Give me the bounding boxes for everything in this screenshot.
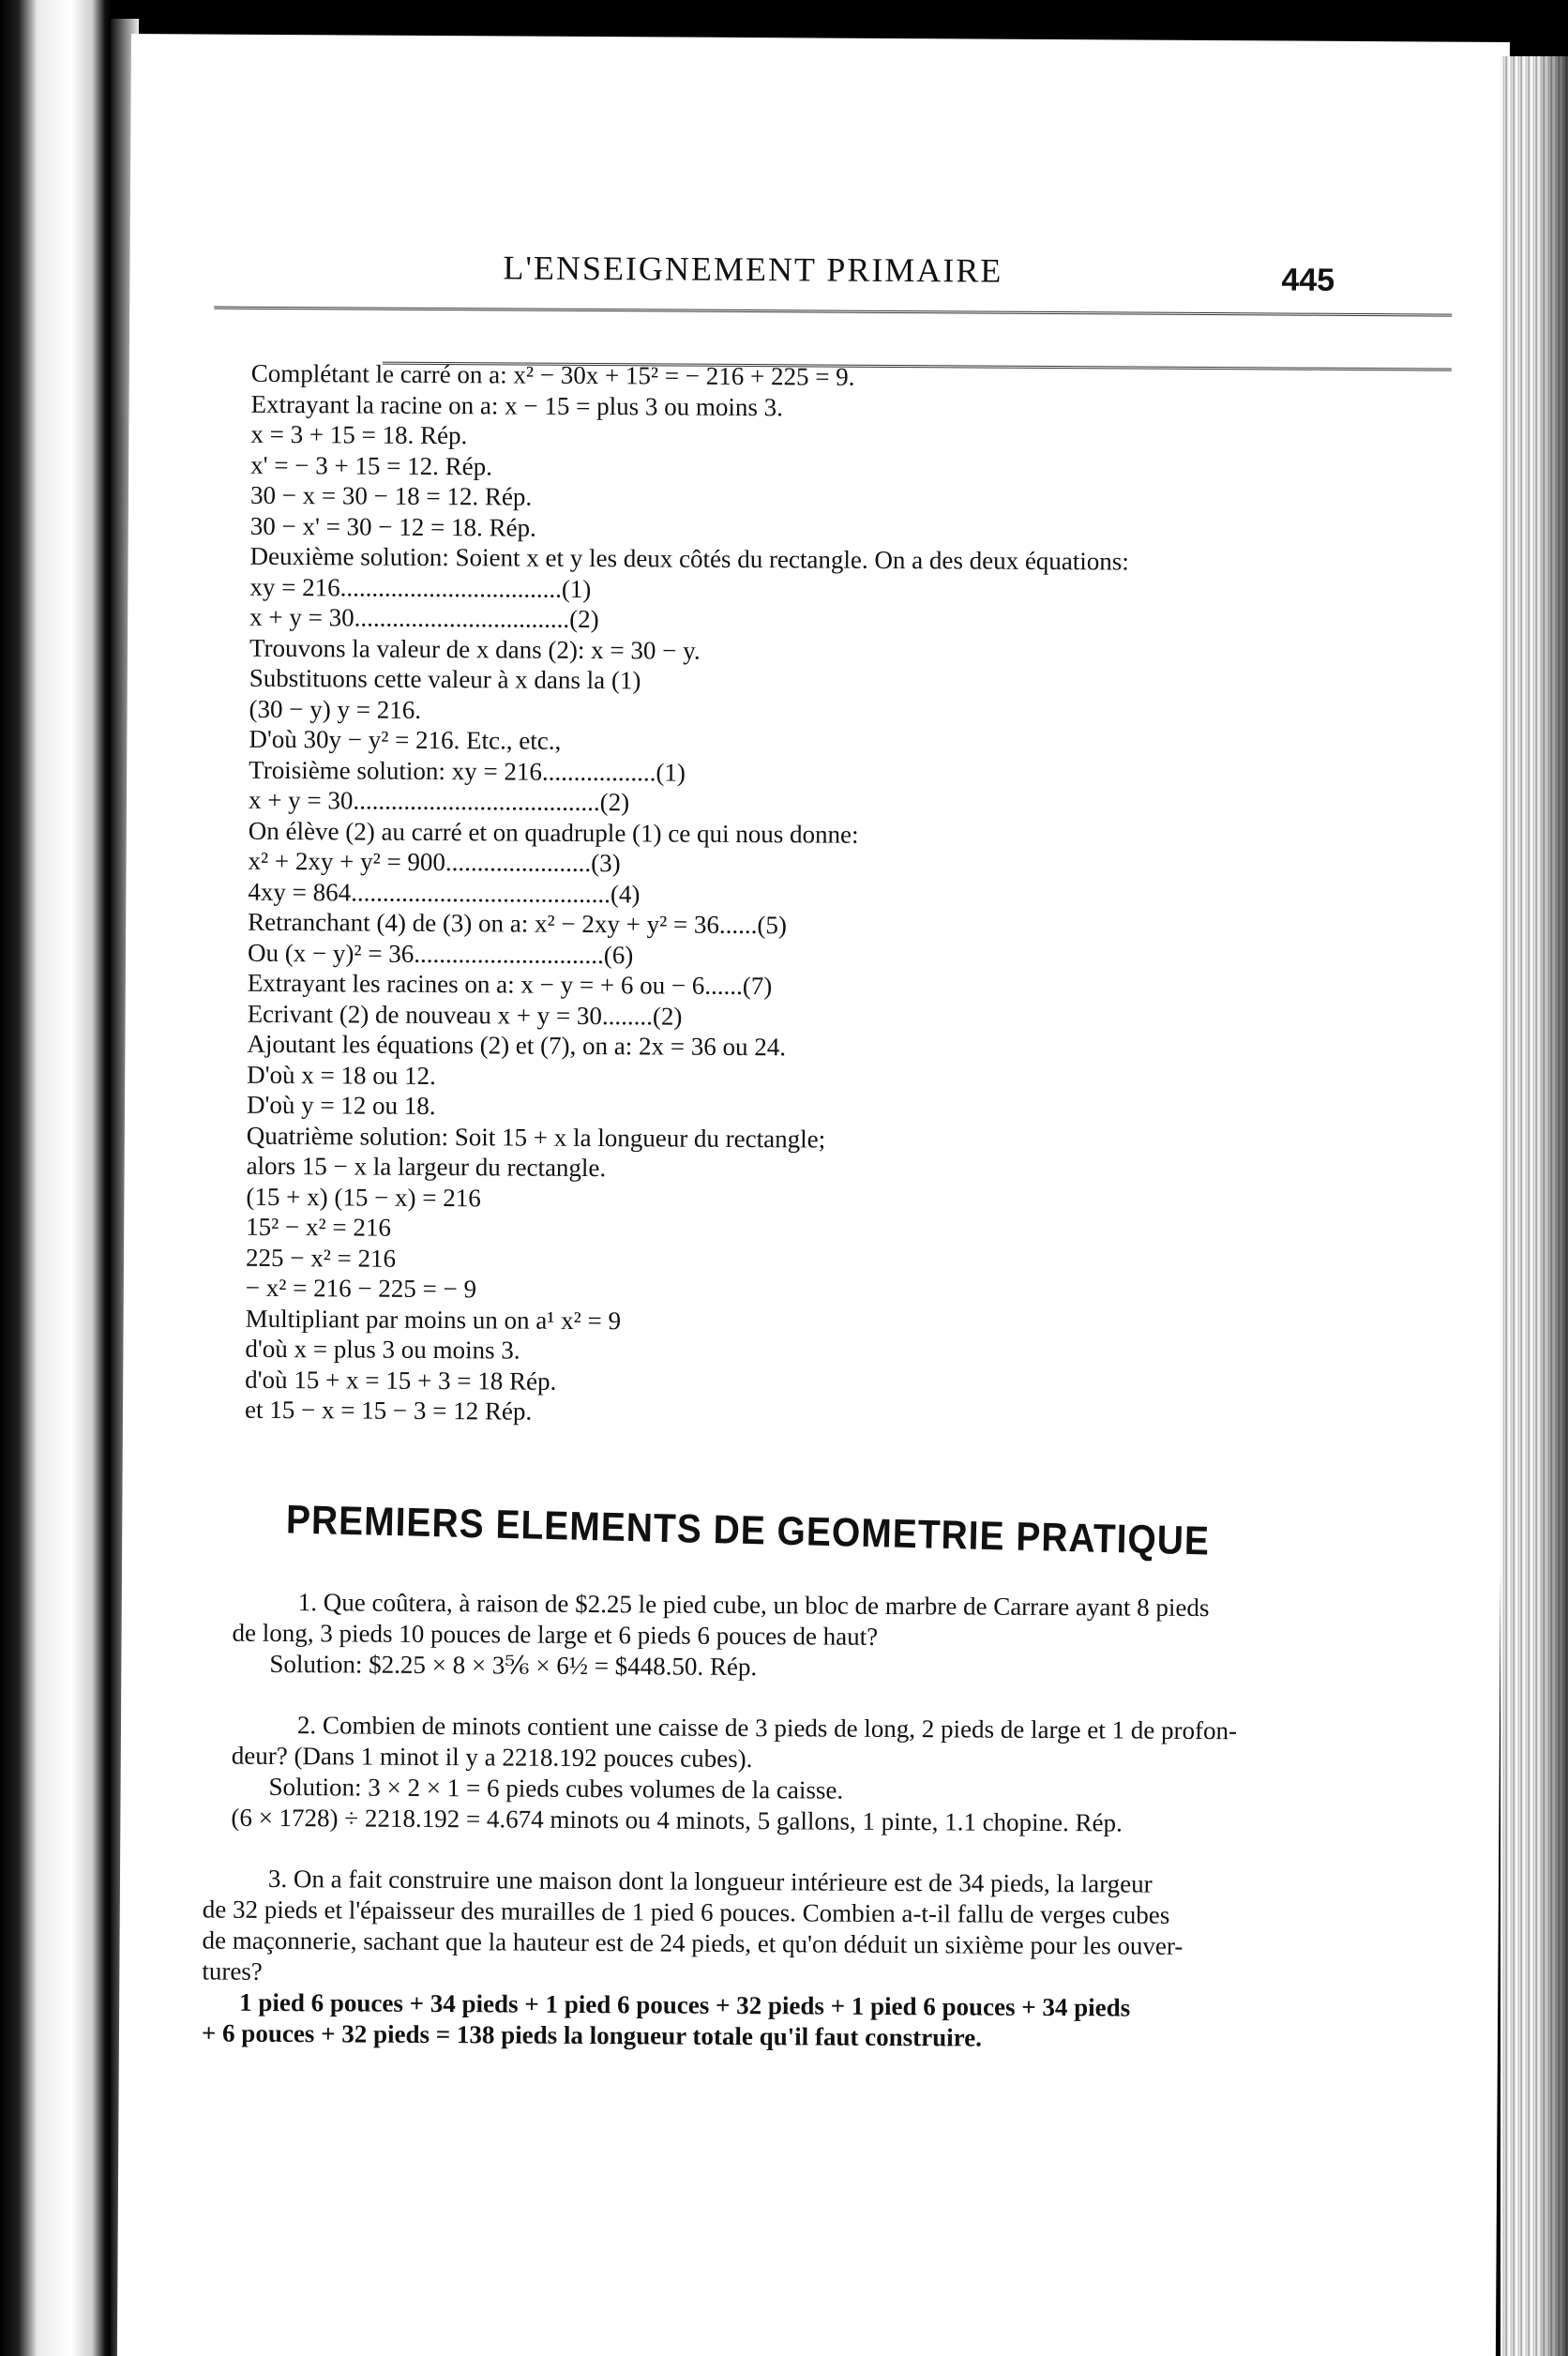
problem-text-line: de long, 3 pieds 10 pouces de large et 6 pieds 6 pouces de haut? bbox=[232, 1618, 879, 1651]
equation-line: − x² = 216 − 225 = − 9 bbox=[245, 1273, 477, 1304]
solution-line: x = 3 + 15 = 18. Rép. bbox=[250, 419, 468, 450]
problem-solution-line: + 6 pouces + 32 pieds = 138 pieds la longueur totale qu'il faut construire. bbox=[201, 2018, 983, 2052]
solution-line: alors 15 − x la largeur du rectangle. bbox=[246, 1151, 607, 1183]
problem-1 bbox=[232, 1587, 1349, 1686]
equation-line: Ecrivant (2) de nouveau x + y = 30........(2) bbox=[247, 999, 683, 1031]
equation-line: x + y = 30.......................................(2) bbox=[248, 785, 630, 817]
section-heading: PREMIERS ELEMENTS DE GEOMETRIE PRATIQUE bbox=[285, 1498, 1211, 1564]
solution-line: d'où x = plus 3 ou moins 3. bbox=[245, 1334, 520, 1365]
page-stack-shadow bbox=[1536, 56, 1568, 2356]
problem-text-line: 2. Combien de minots contient une caisse de 3 pieds de long, 2 pieds de large et 1 de profon- bbox=[296, 1711, 1238, 1745]
equation-line: x² + 2xy + y² = 900.......................(3) bbox=[248, 846, 621, 878]
running-title: L'ENSEIGNEMENT PRIMAIRE bbox=[503, 249, 1003, 290]
solution-heading-line: Troisième solution: xy = 216..................(1) bbox=[249, 755, 686, 787]
previous-page-edge bbox=[0, 0, 111, 2356]
problem-2 bbox=[231, 1710, 1348, 1840]
problem-text-line: 1. Que coûtera, à raison de $2.25 le pied cube, un bloc de marbre de Carrare ayant 8 pieds bbox=[297, 1588, 1210, 1623]
solution-heading-line: Quatrième solution: Soit 15 + x la longueur du rectangle; bbox=[246, 1121, 826, 1154]
equation-line: 15² − x² = 216 bbox=[246, 1212, 391, 1242]
problem-text-line: 3. On a fait construire une maison dont la longueur intérieure est de 34 pieds, la largeur bbox=[267, 1864, 1153, 1898]
book-page bbox=[117, 34, 1510, 2356]
solution-line: (30 − y) y = 216. bbox=[249, 694, 422, 724]
solution-line: 30 − x = 30 − 18 = 12. Rép. bbox=[249, 480, 533, 511]
solution-line: Extrayant la racine on a: x − 15 = plus 3 ou moins 3. bbox=[250, 389, 784, 421]
solution-line: Trouvons la valeur de x dans (2): x = 30 − y. bbox=[249, 633, 701, 665]
solution-line: Complétant le carré on a: x² − 30x + 15² = − 216 + 225 = 9. bbox=[250, 358, 855, 391]
header-rule bbox=[214, 307, 1452, 317]
equation-line: x + y = 30..................................(2) bbox=[249, 602, 599, 634]
algebra-solutions bbox=[245, 358, 1377, 1432]
solution-line: On élève (2) au carré et on quadruple (1) ce qui nous donne: bbox=[248, 816, 859, 849]
solution-line: Ajoutant les équations (2) et (7), on a: 2x = 36 ou 24. bbox=[247, 1029, 787, 1062]
equation-line: (15 + x) (15 − x) = 216 bbox=[246, 1182, 481, 1212]
equation-line: 4xy = 864.........................................(4) bbox=[248, 877, 641, 908]
solution-line: D'où y = 12 ou 18. bbox=[246, 1090, 436, 1121]
problem-text-line: de 32 pieds et l'épaisseur des murailles de 1 pied 6 pouces. Combien a-t-il fallu de verges cubes bbox=[202, 1895, 1170, 1929]
solution-line: et 15 − x = 15 − 3 = 12 Rép. bbox=[244, 1395, 533, 1426]
page-header bbox=[129, 227, 1508, 298]
problem-text-line: deur? (Dans 1 minot il y a 2218.192 pouces cubes). bbox=[231, 1741, 753, 1774]
problem-text-line: tures? bbox=[202, 1956, 263, 1986]
equation-line: Extrayant les racines on a: x − y = + 6 ou − 6......(7) bbox=[247, 968, 773, 1001]
solution-line: Substituons cette valeur à x dans la (1) bbox=[249, 663, 641, 695]
problem-solution-line: (6 × 1728) ÷ 2218.192 = 4.674 minots ou 4 minots, 5 gallons, 1 pinte, 1.1 chopine. Rép. bbox=[231, 1803, 1123, 1837]
solution-line: 30 − x' = 30 − 12 = 18. Rép. bbox=[249, 511, 536, 542]
problem-solution-line: Solution: $2.25 × 8 × 3⅚ × 6½ = $448.50. Rép. bbox=[269, 1649, 758, 1682]
solution-line: D'où x = 18 ou 12. bbox=[247, 1060, 436, 1090]
solution-line: x' = − 3 + 15 = 12. Rép. bbox=[250, 450, 493, 480]
problem-solution-line: Solution: 3 × 2 × 1 = 6 pieds cubes volumes de la caisse. bbox=[268, 1772, 844, 1805]
equation-line: 225 − x² = 216 bbox=[245, 1243, 397, 1273]
equation-line: Retranchant (4) de (3) on a: x² − 2xy + y² = 36......(5) bbox=[248, 907, 788, 940]
solution-heading-line: Deuxième solution: Soient x et y les deux côtés du rectangle. On a des deux équations: bbox=[249, 541, 1129, 576]
problem-text-line: de maçonnerie, sachant que la hauteur est de 24 pieds, et qu'on déduit un sixième pour les ouver- bbox=[202, 1926, 1184, 1960]
equation-line: Ou (x − y)² = 36..............................(6) bbox=[247, 938, 634, 969]
solution-line: Multipliant par moins un on a¹ x² = 9 bbox=[245, 1304, 622, 1335]
problem-solution-line: 1 pied 6 pouces + 34 pieds + 1 pied 6 pouces + 32 pieds + 1 pied 6 pouces + 34 pieds bbox=[239, 1987, 1131, 2022]
problem-3 bbox=[202, 1864, 1319, 2056]
equation-line: xy = 216...................................(1) bbox=[249, 572, 592, 603]
solution-line: D'où 30y − y² = 216. Etc., etc., bbox=[249, 724, 562, 755]
solution-line: d'où 15 + x = 15 + 3 = 18 Rép. bbox=[245, 1365, 557, 1396]
page-number: 445 bbox=[1281, 262, 1335, 298]
